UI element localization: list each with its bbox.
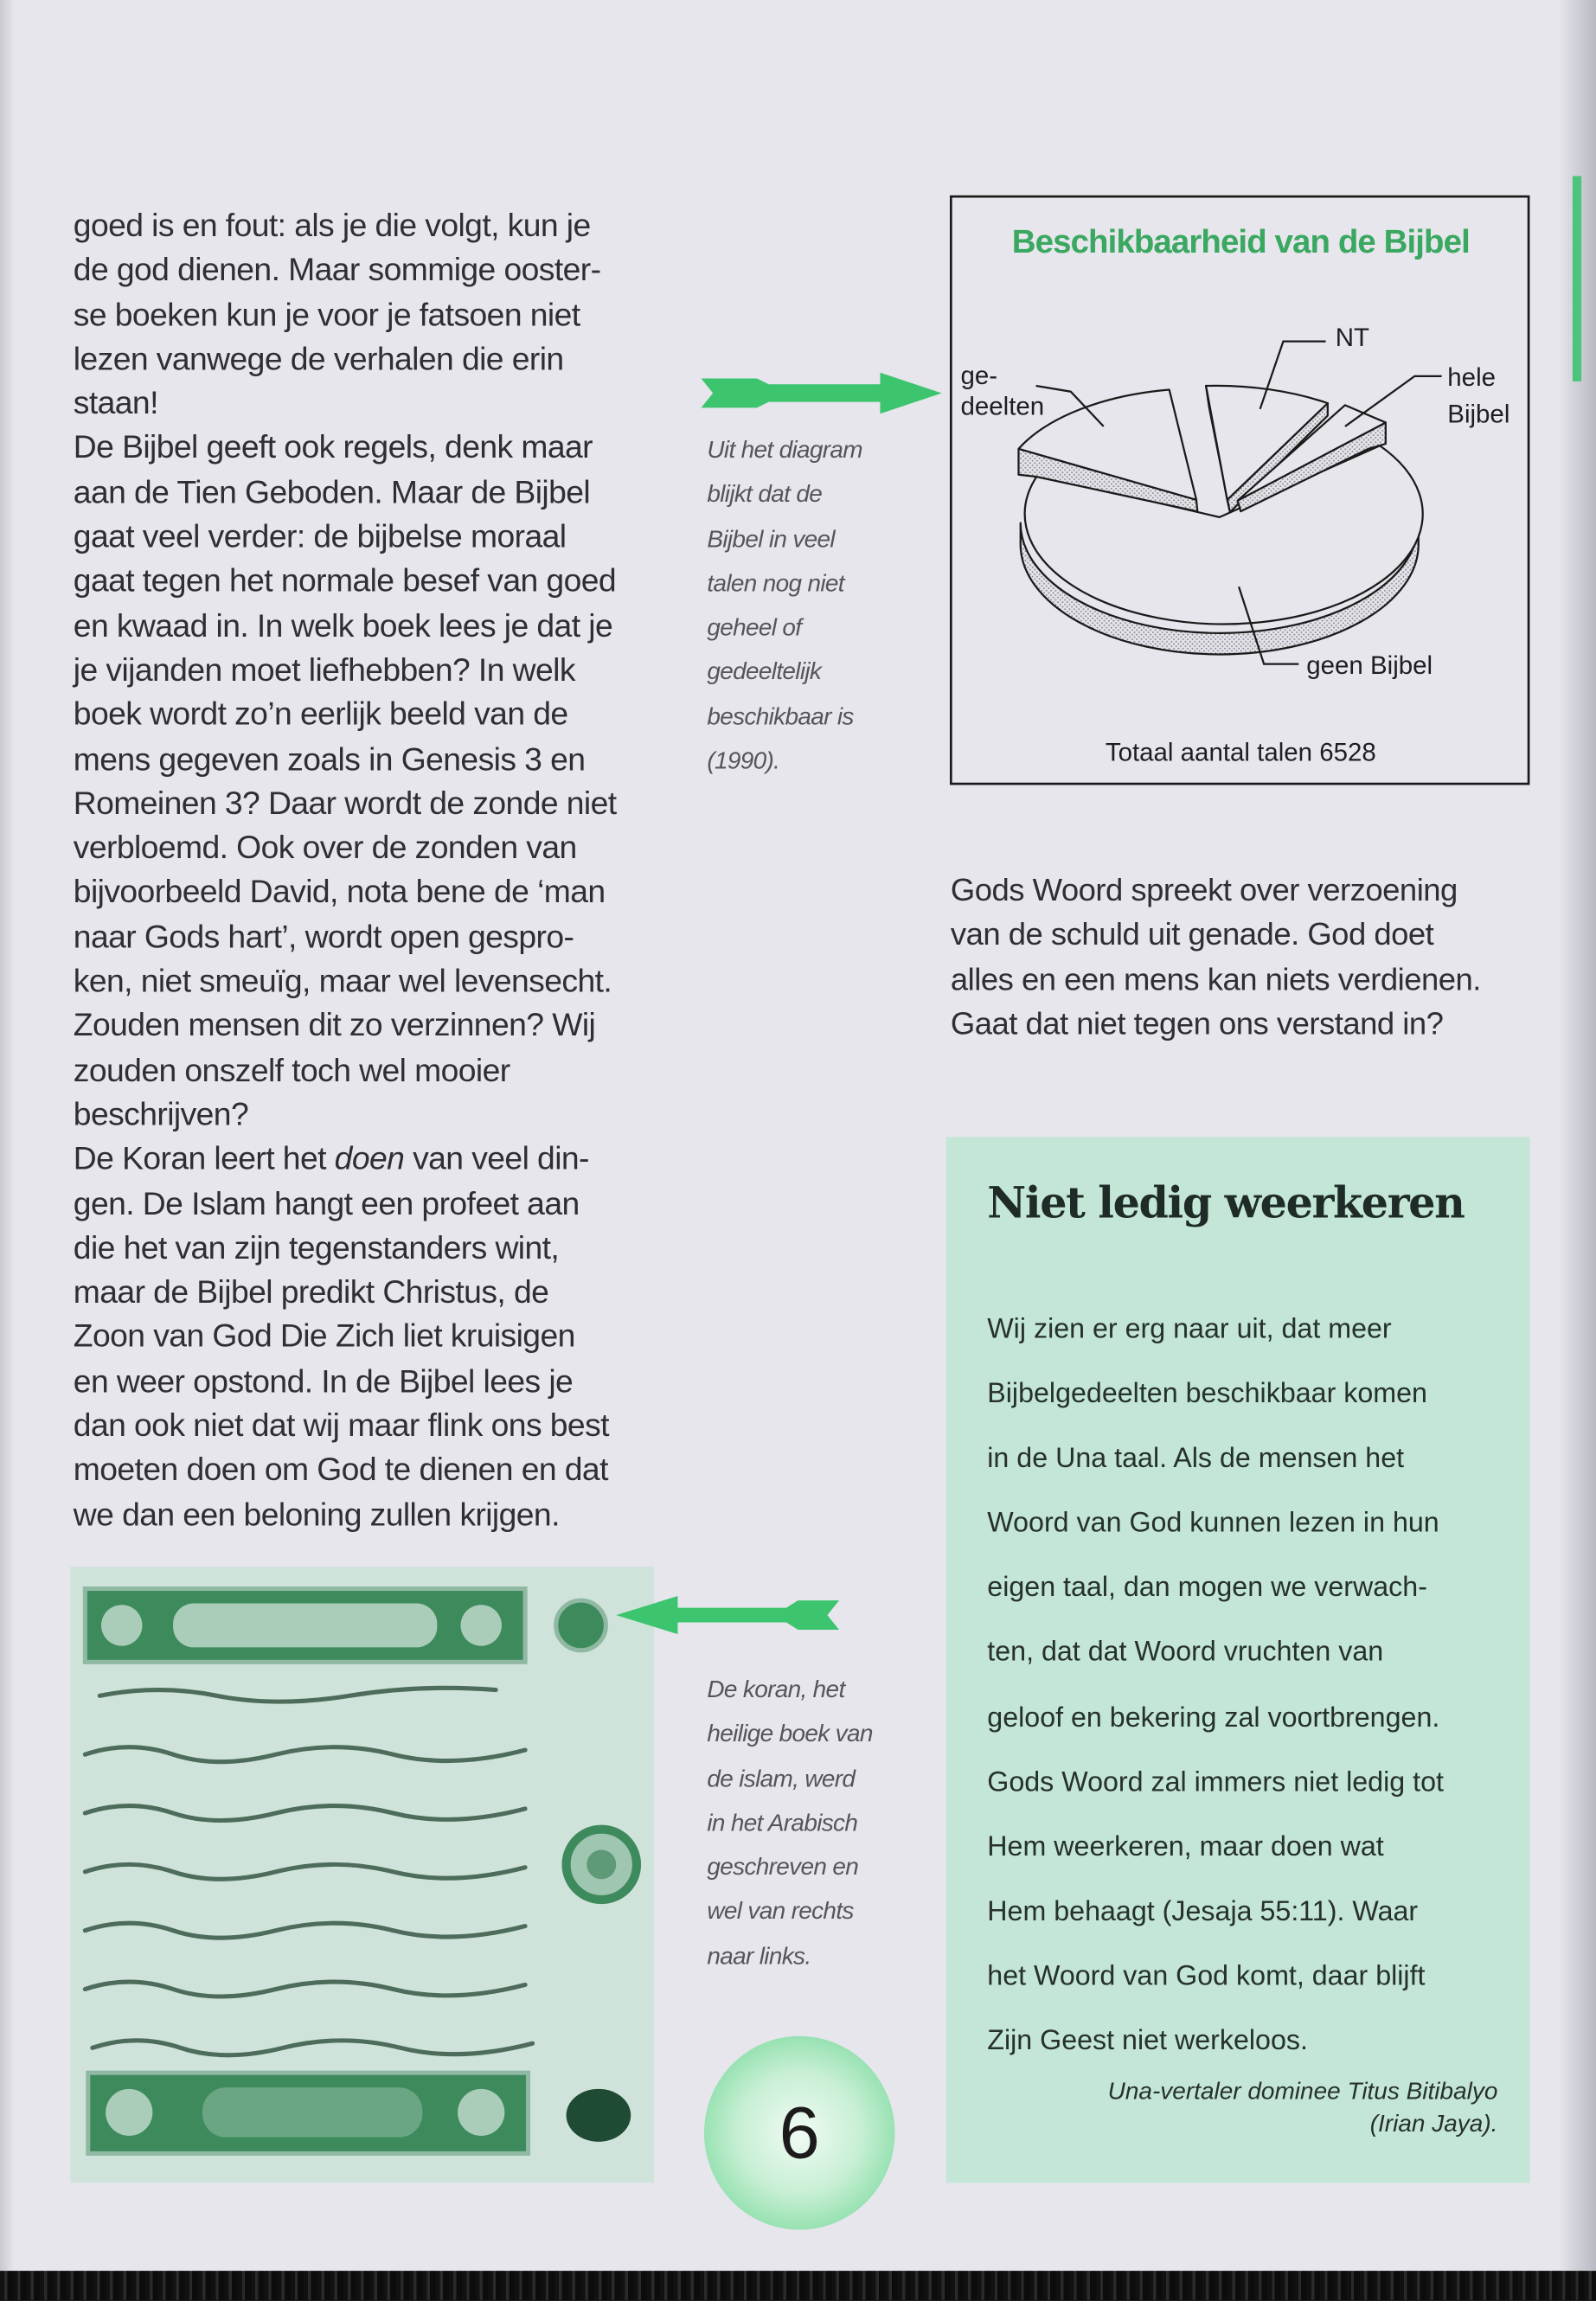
emphasis-text: doen [334,1140,405,1177]
text-line: staan! [73,384,158,422]
caption-line: talen nog niet [707,570,844,598]
page-number: 6 [704,2036,894,2230]
diagram-title: Beschikbaarheid van de Bijbel [1011,222,1470,260]
text-line: zouden onszelf toch wel mooier [73,1051,510,1088]
text-line: dan ook niet dat wij maar flink ons best [73,1407,609,1444]
text-span: van veel din- [404,1140,589,1177]
label-nt: NT [1335,324,1370,353]
caption-line: blijkt dat de [707,481,823,509]
text-line: en weer opstond. In de Bijbel lees je [73,1362,574,1400]
text-line: mens gegeven zoals in Genesis 3 en [73,740,586,778]
caption-line: geheel of [707,614,802,642]
arrow-right-icon [698,369,945,416]
caption-line: beschikbaar is [707,703,854,731]
text-line: Gods Woord spreekt over verzoening [950,873,1458,908]
text-line: gaat tegen het normale besef van goed [73,562,617,599]
text-line: Gods Woord zal immers niet ledig tot [987,1766,1444,1798]
text-line: gen. De Islam hangt een profeet aan [73,1184,580,1221]
diagram-caption [707,428,862,784]
diagram-total: Totaal aantal talen 6528 [1105,738,1376,767]
caption-line: De koran, het [707,1676,845,1703]
label-geen-bijbel: geen Bijbel [1306,651,1433,680]
quote-signature [1108,2076,1498,2141]
caption-line: (1990). [707,747,780,775]
bible-availability-diagram [943,190,1548,796]
caption-line: heilige boek van [707,1721,873,1748]
text-line: we dan een beloning zullen krijgen. [73,1496,560,1533]
text-line: het Woord van God komt, daar blijft [987,1961,1426,1992]
text-line: Bijbelgedeelten beschikbaar komen [987,1379,1427,1410]
text-line: naar Gods hart’, wordt open gespro- [73,918,574,955]
pie-chart [1018,386,1422,655]
caption-line: Uit het diagram [707,437,862,464]
caption-line: naar links. [707,1943,811,1971]
text-line: Zouden mensen dit zo verzinnen? Wij [73,1006,596,1044]
label-gedeelten: ge- [960,361,998,390]
caption-line: Bijbel in veel [707,526,835,553]
text-line: Woord van God kunnen lezen in hun [987,1508,1439,1540]
text-line: Hem weerkeren, maar doen wat [987,1831,1384,1863]
text-line: alles en een mens kan niets verdienen. [950,961,1481,997]
text-line: goed is en fout: als je die volgt, kun je [73,207,591,244]
quote-box [946,1137,1530,2182]
caption-line: de islam, werd [707,1766,856,1792]
text-line: Zijn Geest niet werkeloos. [987,2025,1308,2057]
text-line: se boeken kun je voor je fatsoen niet [73,295,580,333]
signature-line: (Irian Jaya). [1369,2111,1498,2138]
quote-box-body [987,1298,1444,2074]
body-text-right [951,868,1481,1047]
text-line: lezen vanwege de verhalen die erin [73,340,564,377]
caption-line: wel van rechts [707,1899,854,1926]
text-line: ken, niet smeuïg, maar wel levensecht. [73,962,612,999]
text-line: Wij zien er erg naar uit, dat meer [987,1314,1392,1346]
page-edge-left [0,0,15,2271]
text-line: ten, dat dat Woord vruchten van [987,1638,1384,1669]
text-line: maar de Bijbel predikt Christus, de [73,1273,549,1311]
text-span: De Koran leert het [73,1140,335,1177]
text-line: Romeinen 3? Daar wordt de zonde niet [73,785,617,822]
caption-line: gedeeltelijk [707,659,822,686]
text-line: Hem behaagt (Jesaja 55:11). Waar [987,1896,1419,1928]
text-line: eigen taal, dan mogen we verwach- [987,1573,1427,1605]
label-gedeelten: deelten [960,392,1045,421]
text-line: De Bijbel geeft ook regels, denk maar [73,428,593,466]
page-edge-green-tab [1573,176,1581,381]
text-line: moeten doen om God te dienen en dat [73,1451,608,1489]
koran-caption [707,1668,872,1979]
text-line: boek wordt zo’n eerlijk beeld van de [73,695,568,733]
label-hele-bijbel: Bijbel [1447,400,1510,429]
text-line: de god dienen. Maar sommige ooster- [73,251,601,288]
caption-line: geschreven en [707,1854,859,1881]
text-line: aan de Tien Geboden. Maar de Bijbel [73,473,591,510]
background-surface [0,2271,1596,2300]
caption-line: in het Arabisch [707,1810,858,1836]
text-line: Gaat dat niet tegen ons verstand in? [950,1006,1444,1042]
text-line: bijvoorbeeld David, nota bene de ‘man [73,873,606,911]
body-text-left [74,204,617,1537]
text-line: in de Una taal. Als de mensen het [987,1443,1405,1475]
text-line: Zoon van God Die Zich liet kruisigen [73,1317,575,1355]
text-line: en kwaad in. In welk boek lees je dat je [73,606,613,644]
text-line: beschrijven? [73,1095,249,1133]
label-hele-bijbel: hele [1447,363,1497,393]
koran-manuscript-image [70,1567,654,2182]
text-line: je vijanden moet liefhebben? In welk [73,651,575,689]
text-line: verbloemd. Ook over de zonden van [73,829,577,866]
text-line: die het van zijn tegenstanders wint, [73,1228,560,1266]
text-line: geloof en bekering zal voortbrengen. [987,1702,1440,1734]
arrow-left-icon [613,1594,843,1635]
quote-box-title: Niet ledig weerkeren [987,1177,1465,1228]
text-line [74,1138,617,1182]
text-line: gaat veel verder: de bijbelse moraal [73,517,567,555]
signature-line: Una-vertaler dominee Titus Bitibalyo [1107,2078,1498,2106]
text-line: van de schuld uit genade. God doet [950,917,1434,953]
